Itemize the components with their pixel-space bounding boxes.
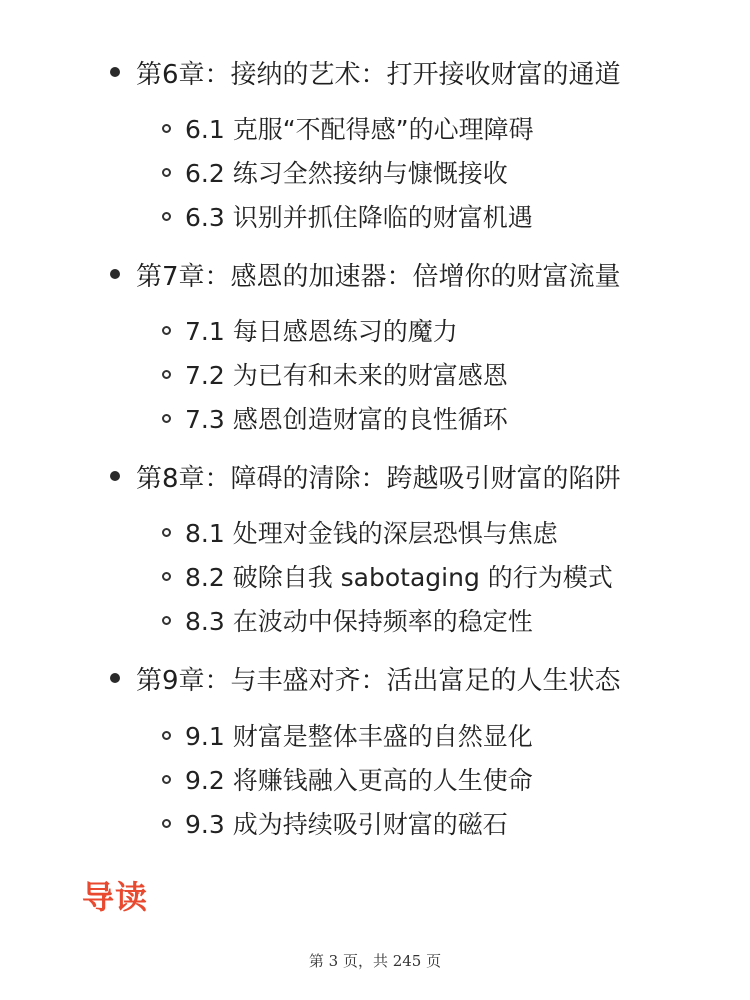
bullet-dot-icon — [110, 269, 120, 279]
toc-chapter-6[interactable] — [110, 52, 621, 92]
toc-chapter-9[interactable] — [110, 658, 621, 698]
section-title: 9.2 将赚钱融入更高的人生使命 — [185, 766, 533, 795]
toc-section-6-1[interactable] — [162, 109, 534, 147]
section-title: 6.2 练习全然接纳与慷慨接收 — [185, 159, 508, 188]
section-title: 8.3 在波动中保持频率的稳定性 — [185, 607, 533, 636]
bullet-dot-icon — [110, 67, 120, 77]
toc-section-8-3[interactable] — [162, 601, 533, 639]
chapter-title: 第9章：与丰盛对齐：活出富足的人生状态 — [136, 665, 621, 696]
section-title: 9.1 财富是整体丰盛的自然显化 — [185, 722, 533, 751]
chapter-title: 第8章：障碍的清除：跨越吸引财富的陷阱 — [136, 463, 621, 494]
toc-section-9-2[interactable] — [162, 760, 533, 798]
bullet-circle-icon — [162, 731, 171, 740]
section-title: 7.3 感恩创造财富的良性循环 — [185, 405, 508, 434]
bullet-circle-icon — [162, 819, 171, 828]
toc-section-7-2[interactable] — [162, 355, 508, 393]
toc-section-6-3[interactable] — [162, 197, 533, 235]
bullet-circle-icon — [162, 326, 171, 335]
bullet-circle-icon — [162, 616, 171, 625]
section-title: 8.2 破除自我 sabotaging 的行为模式 — [185, 563, 613, 592]
bullet-circle-icon — [162, 775, 171, 784]
bullet-circle-icon — [162, 168, 171, 177]
toc-chapter-7[interactable] — [110, 254, 621, 294]
bullet-circle-icon — [162, 124, 171, 133]
toc-section-6-2[interactable] — [162, 153, 508, 191]
chapter-title: 第7章：感恩的加速器：倍增你的财富流量 — [136, 261, 621, 292]
bullet-dot-icon — [110, 471, 120, 481]
bullet-dot-icon — [110, 673, 120, 683]
page-footer: 第 3 页，共 245 页 — [308, 952, 442, 970]
toc-section-8-1[interactable] — [162, 513, 558, 551]
bullet-circle-icon — [162, 370, 171, 379]
bullet-circle-icon — [162, 528, 171, 537]
toc-section-9-1[interactable] — [162, 716, 533, 754]
section-title: 6.3 识别并抓住降临的财富机遇 — [185, 203, 533, 232]
bullet-circle-icon — [162, 572, 171, 581]
bullet-circle-icon — [162, 212, 171, 221]
toc-chapter-8[interactable] — [110, 456, 621, 496]
chapter-title: 第6章：接纳的艺术：打开接收财富的通道 — [136, 59, 621, 90]
toc-section-7-1[interactable] — [162, 311, 458, 349]
bullet-circle-icon — [162, 414, 171, 423]
section-heading: 导读 — [82, 878, 149, 916]
section-title: 8.1 处理对金钱的深层恐惧与焦虑 — [185, 519, 558, 548]
section-title: 7.2 为已有和未来的财富感恩 — [185, 361, 508, 390]
toc-section-9-3[interactable] — [162, 804, 508, 842]
section-title: 9.3 成为持续吸引财富的磁石 — [185, 810, 508, 839]
toc-section-7-3[interactable] — [162, 399, 508, 437]
section-title: 7.1 每日感恩练习的魔力 — [185, 317, 458, 346]
section-title: 6.1 克服“不配得感”的心理障碍 — [185, 115, 534, 144]
toc-section-8-2[interactable] — [162, 557, 613, 595]
